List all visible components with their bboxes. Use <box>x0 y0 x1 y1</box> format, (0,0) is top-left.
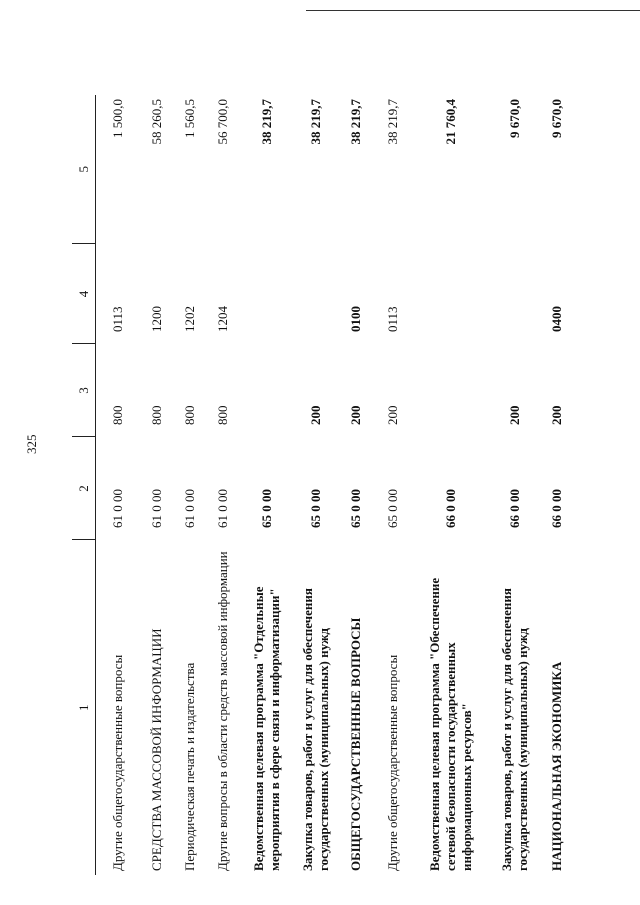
row-name: НАЦИОНАЛЬНАЯ ЭКОНОМИКА <box>548 661 564 871</box>
row-vr: 200 <box>308 405 323 425</box>
row-csr: 65 0 00 <box>384 489 400 528</box>
row-csr: 65 0 00 <box>308 489 323 528</box>
row-csr: 61 0 00 <box>110 489 126 528</box>
row-csr: 66 0 00 <box>506 489 522 528</box>
header-col-5: 5 <box>72 95 96 244</box>
row-csr: 65 0 00 <box>258 489 274 528</box>
row-sum: 56 700,0 <box>214 99 230 145</box>
row-csr: 61 0 00 <box>181 489 197 528</box>
row-vr: 200 <box>548 405 564 425</box>
table-row <box>206 95 240 875</box>
row-rzpr <box>490 244 540 344</box>
row-vr <box>240 344 294 437</box>
row-name: Другие общегосударственные вопросы <box>384 654 400 871</box>
row-sum: 38 219,7 <box>348 99 363 145</box>
page-number: 325 <box>24 434 39 454</box>
row-vr <box>412 344 490 437</box>
row-csr: 66 0 00 <box>442 489 458 528</box>
row-name: Другие вопросы в области средств массовой информации <box>214 551 230 871</box>
row-vr: 200 <box>384 405 400 425</box>
table-header <box>72 95 96 875</box>
row-rzpr: 1200 <box>149 306 164 332</box>
row-vr: 800 <box>214 405 230 425</box>
row-vr: 800 <box>110 405 126 425</box>
row-name: СРЕДСТВА МАССОВОЙ ИНФОРМАЦИИ <box>149 628 164 871</box>
row-sum: 9 670,0 <box>548 99 564 138</box>
row-name: ОБЩЕГОСУДАРСТВЕННЫЕ ВОПРОСЫ <box>348 617 363 871</box>
row-name: Периодическая печать и издательства <box>181 662 197 871</box>
row-name: Ведомственная целевая программа "Отдельные мероприятия в сфере связи и информатизации" <box>250 586 282 871</box>
row-rzpr: 1202 <box>181 306 197 332</box>
table-row <box>490 95 540 875</box>
row-vr: 800 <box>149 405 164 425</box>
row-csr: 66 0 00 <box>548 489 564 528</box>
table-row <box>294 95 339 875</box>
row-rzpr <box>240 244 294 344</box>
header-row <box>72 95 96 875</box>
row-name: Закупка товаров, работ и услуг для обеспечения государственных (муниципальных) нужд <box>300 588 331 871</box>
row-sum: 1 560,5 <box>181 99 197 138</box>
row-rzpr <box>294 244 339 344</box>
row-name: Другие общегосударственные вопросы <box>110 654 126 871</box>
row-rzpr: 0400 <box>548 306 564 332</box>
row-vr: 800 <box>181 405 197 425</box>
table-row <box>96 95 141 875</box>
row-sum: 1 500,0 <box>110 99 126 138</box>
row-sum: 58 260,5 <box>149 99 164 145</box>
row-name: Закупка товаров, работ и услуг для обеспечения государственных (муниципальных) нужд <box>498 588 530 871</box>
table-row <box>141 95 174 875</box>
row-csr: 61 0 00 <box>214 489 230 528</box>
top-rule <box>306 10 640 11</box>
table-row <box>540 95 574 875</box>
row-rzpr <box>412 244 490 344</box>
header-col-2: 2 <box>72 437 96 540</box>
budget-table <box>72 95 574 875</box>
row-rzpr: 0113 <box>384 306 400 332</box>
table-body <box>96 95 574 875</box>
row-vr: 200 <box>348 405 363 425</box>
table-row <box>339 95 374 875</box>
table-row <box>174 95 206 875</box>
row-rzpr: 1204 <box>214 306 230 332</box>
row-sum: 38 219,7 <box>258 99 274 145</box>
row-csr: 61 0 00 <box>149 489 164 528</box>
rotated-page-content <box>72 95 562 875</box>
header-col-4: 4 <box>72 244 96 344</box>
row-sum: 38 219,7 <box>384 99 400 145</box>
row-sum: 9 670,0 <box>506 99 522 138</box>
row-name: Ведомственная целевая программа "Обеспечение сетевой безопасности государственных информационных ресурсов" <box>426 577 474 871</box>
row-csr: 65 0 00 <box>348 489 363 528</box>
header-col-3: 3 <box>72 344 96 437</box>
table-row <box>374 95 412 875</box>
row-sum: 38 219,7 <box>308 99 323 145</box>
row-sum: 21 760,4 <box>442 99 458 145</box>
table-row <box>240 95 294 875</box>
row-rzpr: 0100 <box>348 306 363 332</box>
table-row <box>412 95 490 875</box>
row-rzpr: 0113 <box>110 306 126 332</box>
row-vr: 200 <box>506 405 522 425</box>
header-col-1: 1 <box>72 540 96 875</box>
